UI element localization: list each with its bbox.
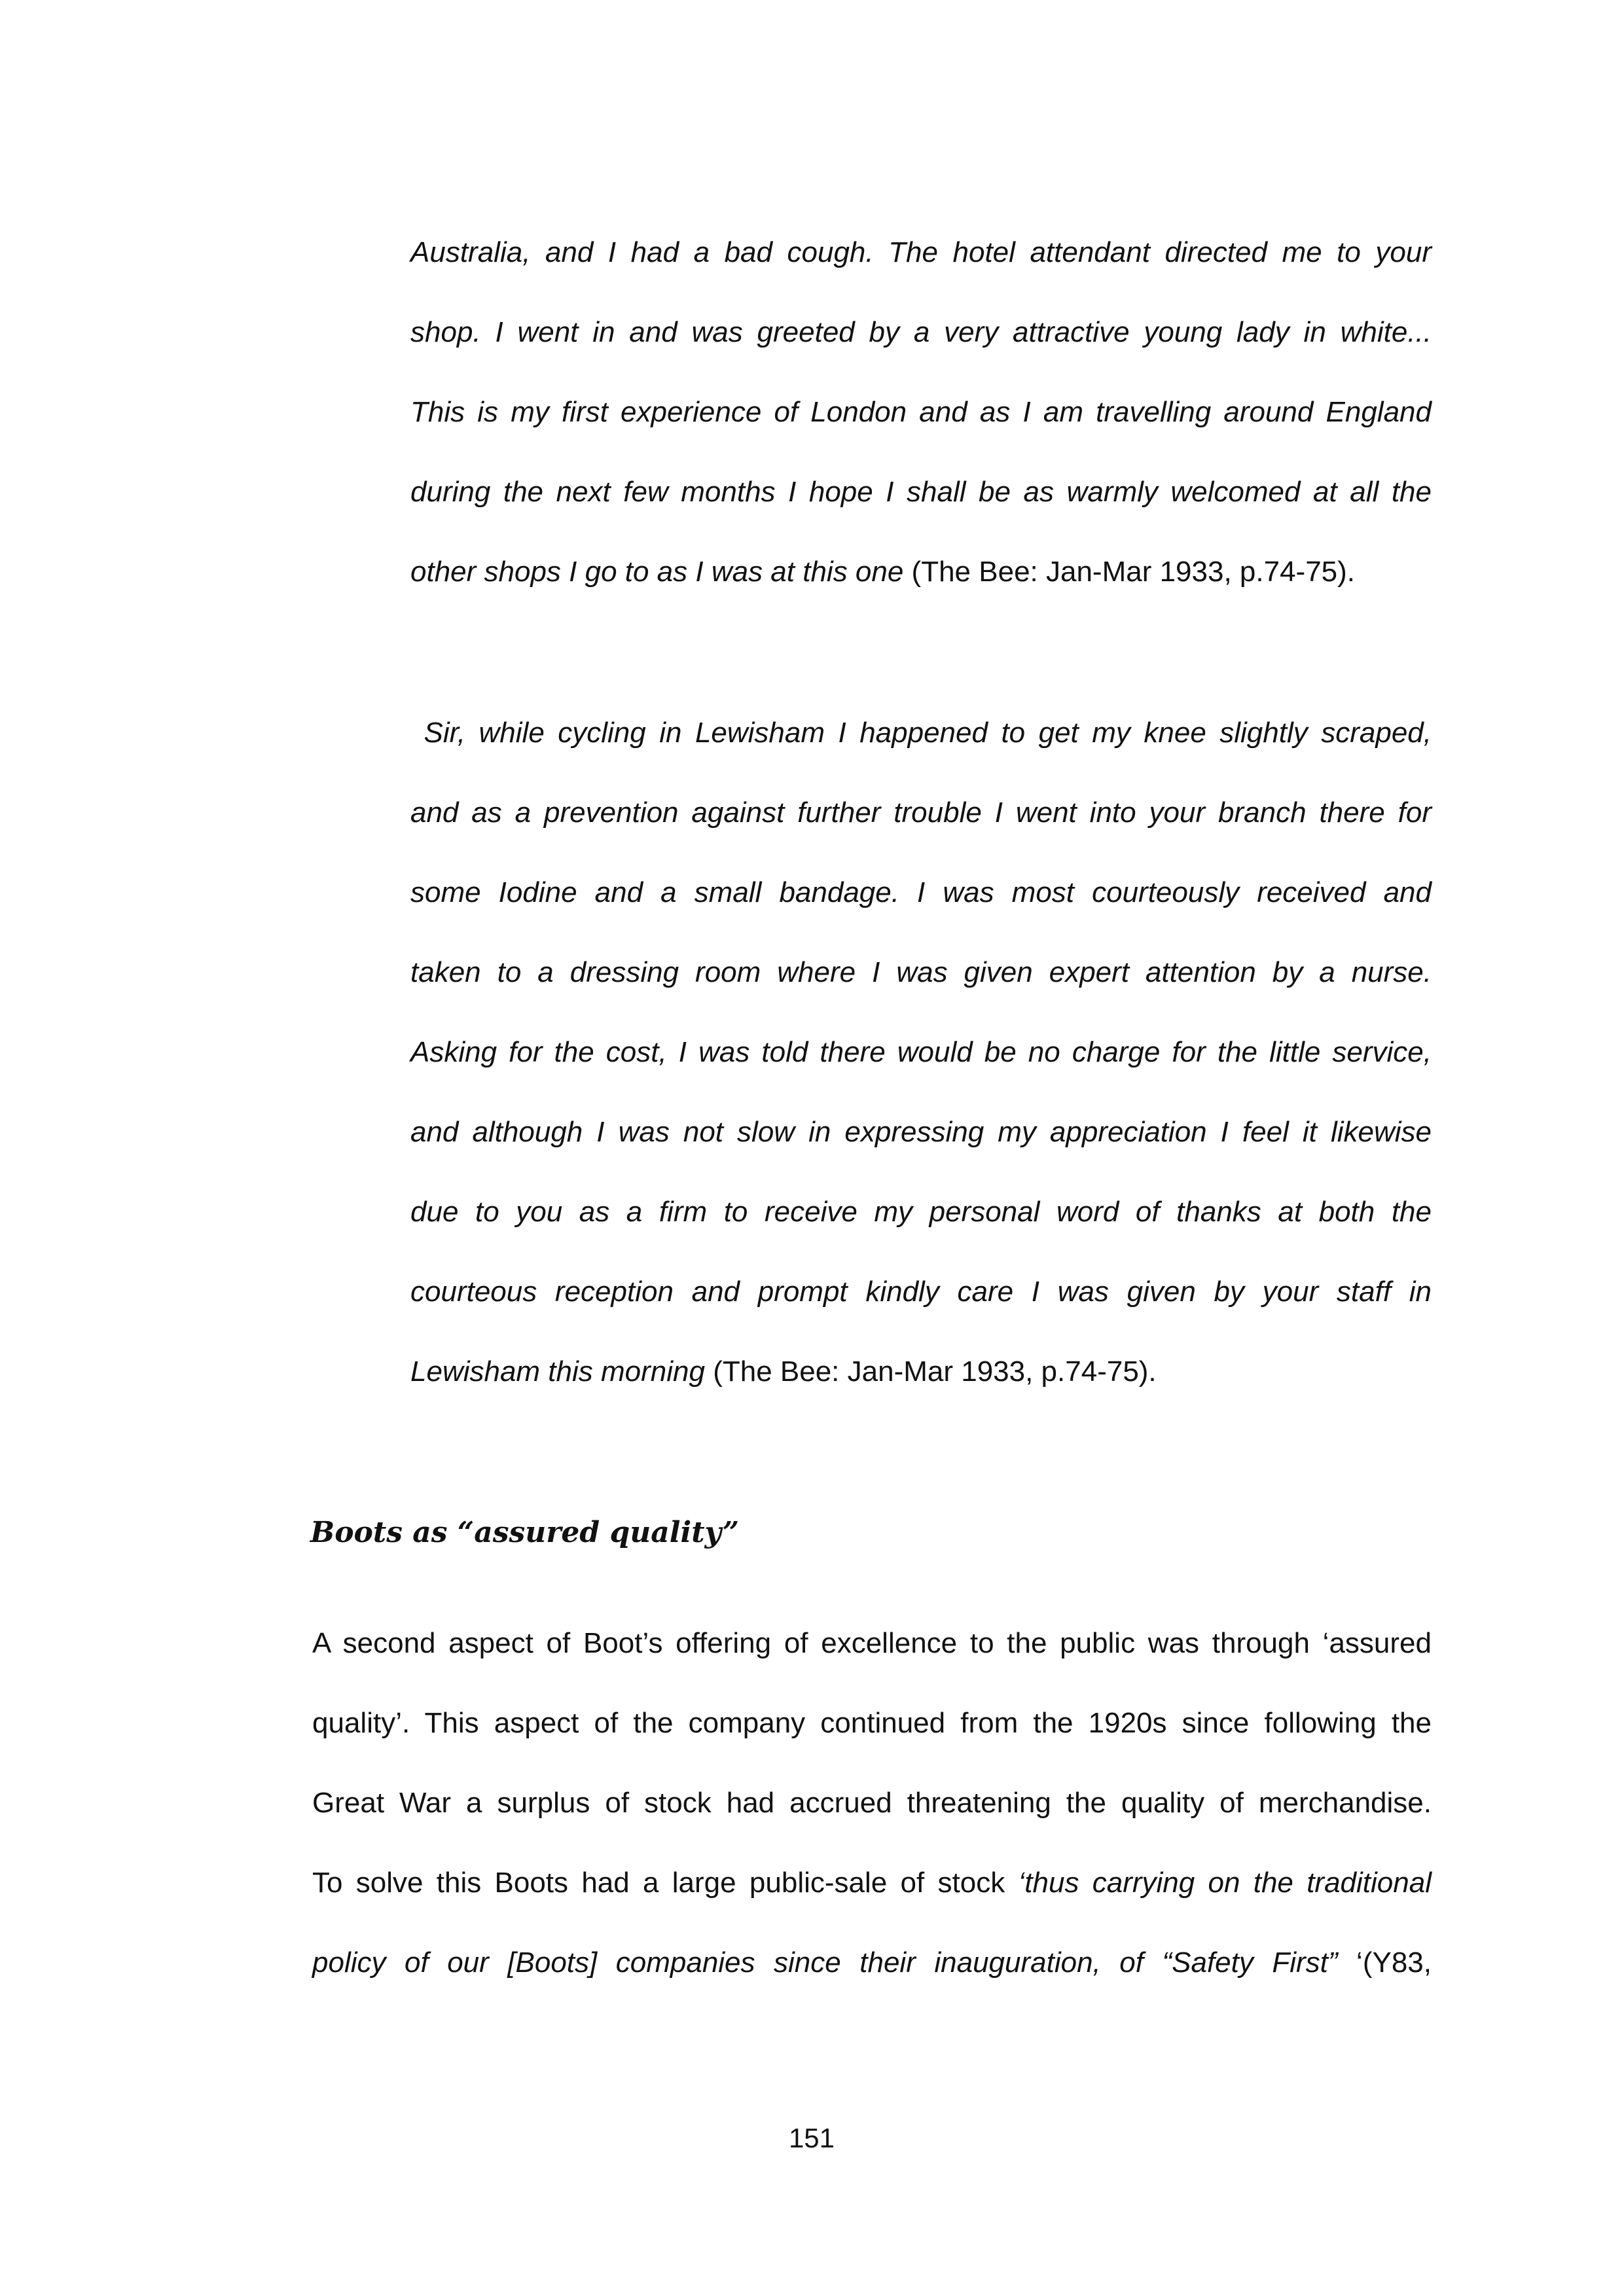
quote-line-last: [410, 1352, 1432, 1391]
quote-text: other shops I go to as I was at this one: [410, 556, 904, 588]
paragraph-line: quality’. This aspect of the company continued from the 1920s since following the: [312, 1707, 1432, 1739]
quote-line: Sir, while cycling in Lewisham I happened to get my knee slightly scraped,: [410, 717, 1432, 749]
quote-line: and as a prevention against further trouble I went into your branch there for: [410, 797, 1432, 829]
quote-line: Australia, and I had a bad cough. The hotel attendant directed me to your: [410, 236, 1432, 268]
quote-line: during the next few months I hope I shall be as warmly welcomed at all the: [410, 476, 1432, 508]
citation: (The Bee: Jan-Mar 1933, p.74-75).: [704, 1355, 1157, 1388]
citation: (The Bee: Jan-Mar 1933, p.74-75).: [903, 556, 1356, 588]
quote-line: This is my first experience of London and as I am travelling around England: [410, 396, 1432, 428]
quote-line: Asking for the cost, I was told there would be no charge for the little service,: [410, 1036, 1432, 1068]
section-heading: Boots as “assured quality”: [310, 1516, 740, 1549]
quote-line: and although I was not slow in expressing my appreciation I feel it likewise: [410, 1116, 1432, 1148]
quote-line-last: [410, 552, 1432, 592]
page-number: 151: [788, 2123, 835, 2153]
quote-line: some Iodine and a small bandage. I was most courteously received and: [410, 876, 1432, 908]
paragraph-line: [312, 1863, 1432, 1903]
paragraph-line: A second aspect of Boot’s offering of excellence to the public was through ‘assured: [312, 1627, 1432, 1659]
paragraph-line: [312, 1943, 1432, 1982]
quote-line: courteous reception and prompt kindly care I was given by your staff in: [410, 1276, 1432, 1308]
quoted-text: ‘thus carrying on the traditional: [1018, 1867, 1432, 1899]
quote-text: Lewisham this morning: [410, 1355, 705, 1388]
quote-line: shop. I went in and was greeted by a very attractive young lady in white...: [410, 316, 1432, 348]
paragraph-text: ‘(Y83,: [1337, 1946, 1432, 1979]
paragraph-text: To solve this Boots had a large public-sale of stock: [312, 1867, 1019, 1899]
quote-line: due to you as a firm to receive my personal word of thanks at both the: [410, 1196, 1432, 1228]
paragraph-line: Great War a surplus of stock had accrued threatening the quality of merchandise.: [312, 1787, 1432, 1819]
quote-line: taken to a dressing room where I was given expert attention by a nurse.: [410, 956, 1432, 988]
quoted-text: policy of our [Boots] companies since their inauguration, of “Safety First”: [312, 1946, 1338, 1979]
